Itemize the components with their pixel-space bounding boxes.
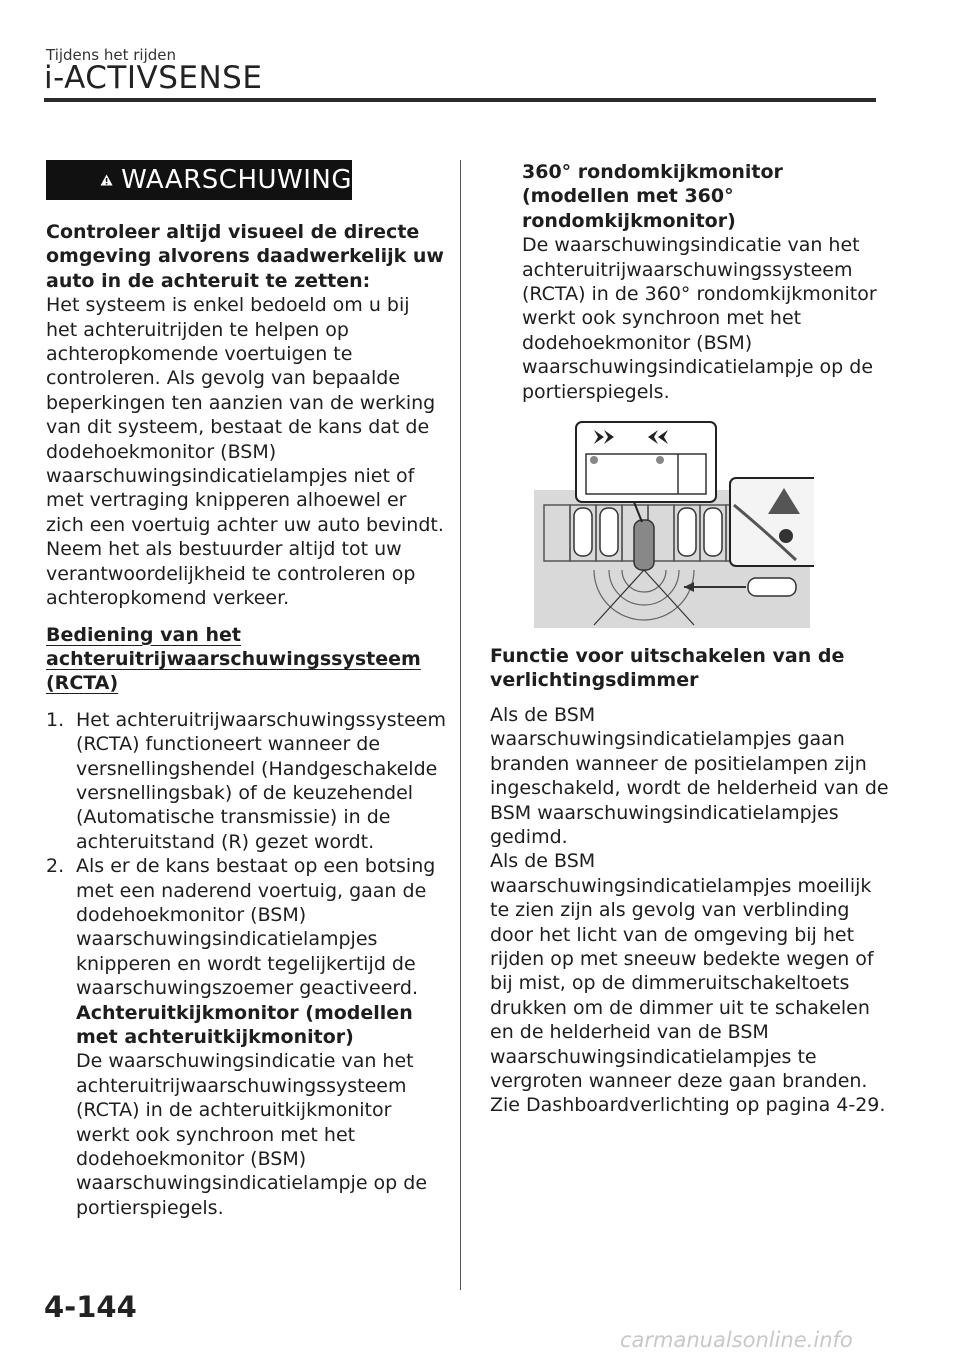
step-number: 2. — [46, 855, 65, 878]
rcta-360-illustration — [534, 410, 814, 628]
dimmer-paragraph-1: Als de BSM waarschuwingsindicatielampjes gaan branden wanneer de positielampen zijn ingeschakeld, wordt de helderheid van de BSM waarschuwingsindicatielampjes gedimd. — [490, 703, 889, 848]
operation-heading: Bediening van het achteruitrijwaarschuwingssysteem (RCTA) — [46, 623, 421, 695]
rear-monitor-title: Achteruitkijkmonitor (modellen met achteruitkijkmonitor) — [76, 1001, 413, 1048]
warning-banner — [46, 160, 352, 200]
dimmer-paragraph-2: Als de BSM waarschuwingsindicatielampjes moeilijk te zien zijn als gevolg van verblinding door het licht van de omgeving bij het rijden op met sneeuw bedekte wegen of bij mist, op de dimmeruitschakeltoets drukken om de dimmer uit te schakelen en de helderheid van de BSM waarschuwingsindicatielampjes te vergroten wanneer deze gaan branden. Zie Dashboardverlichting op pagina 4-29. — [490, 850, 886, 1117]
header-section: Tijdens het rijden — [46, 46, 177, 64]
list-item — [46, 854, 446, 1000]
warning-triangle-icon — [100, 168, 113, 192]
illustration-svg — [534, 410, 814, 628]
left-column — [46, 160, 446, 1220]
operation-steps — [46, 708, 446, 1001]
monitor-360-block — [490, 160, 890, 404]
step-text: Het achteruitrijwaarschuwingssysteem (RCTA) functioneert wanneer de versnellingshendel (Handgeschakelde versnellingsbak) of de keuzehendel (Automatische transmissie) in de achteruitstand (R) gezet wordt. — [76, 708, 446, 853]
source-watermark: carmanualsonline.info — [620, 1328, 853, 1352]
monitor-360-title: 360° rondomkijkmonitor (modellen met 360° rondomkijkmonitor) — [522, 161, 783, 232]
header-rule — [44, 98, 876, 102]
list-item — [46, 708, 446, 854]
step-text: Als er de kans bestaat op een botsing met een naderend voertuig, gaan de dodehoekmonitor (BSM) waarschuwingsindicatielampjes knipperen en wordt tegelijkertijd de waarschuwingszoemer geactiveerd. — [76, 855, 436, 1000]
monitor-360-text: De waarschuwingsindicatie van het achteruitrijwaarschuwingssysteem (RCTA) in de 360° rondomkijkmonitor werkt ook synchroon met het dodehoekmonitor (BSM) waarschuwingsindicatielampje op de portierspiegels. — [522, 234, 877, 403]
rear-monitor-block — [46, 1001, 446, 1221]
page-number: 4-144 — [44, 1290, 137, 1324]
warning-title: WAARSCHUWING — [121, 164, 352, 195]
right-column — [490, 160, 890, 1118]
step-number: 1. — [46, 708, 65, 731]
warning-text: Het systeem is enkel bedoeld om u bij het achteruitrijden te helpen op achteropkomende voertuigen te controleren. Als gevolg van bepaalde beperkingen ten aanzien van de werking van dit systeem, bestaat de kans dat de dodehoekmonitor (BSM) waarschuwingsindicatielampjes niet of met vertraging knipperen alhoewel er zich een voertuig achter uw auto bevindt. Neem het als bestuurder altijd tot uw verantwoordelijkheid te controleren op achteropkomend verkeer. — [46, 294, 444, 610]
rear-monitor-text: De waarschuwingsindicatie van het achteruitrijwaarschuwingssysteem (RCTA) in de achteruitkijkmonitor werkt ook synchroon met het dodehoekmonitor (BSM) waarschuwingsindicatielampje op de portierspiegels. — [76, 1050, 428, 1219]
warning-bold-text: Controleer altijd visueel de directe omgeving alvorens daadwerkelijk uw auto in de achteruit te zetten: — [46, 221, 444, 292]
page-title: i-ACTIVSENSE — [44, 60, 263, 96]
column-divider — [460, 160, 461, 1290]
dimmer-heading: Functie voor uitschakelen van de verlichtingsdimmer — [490, 645, 845, 692]
